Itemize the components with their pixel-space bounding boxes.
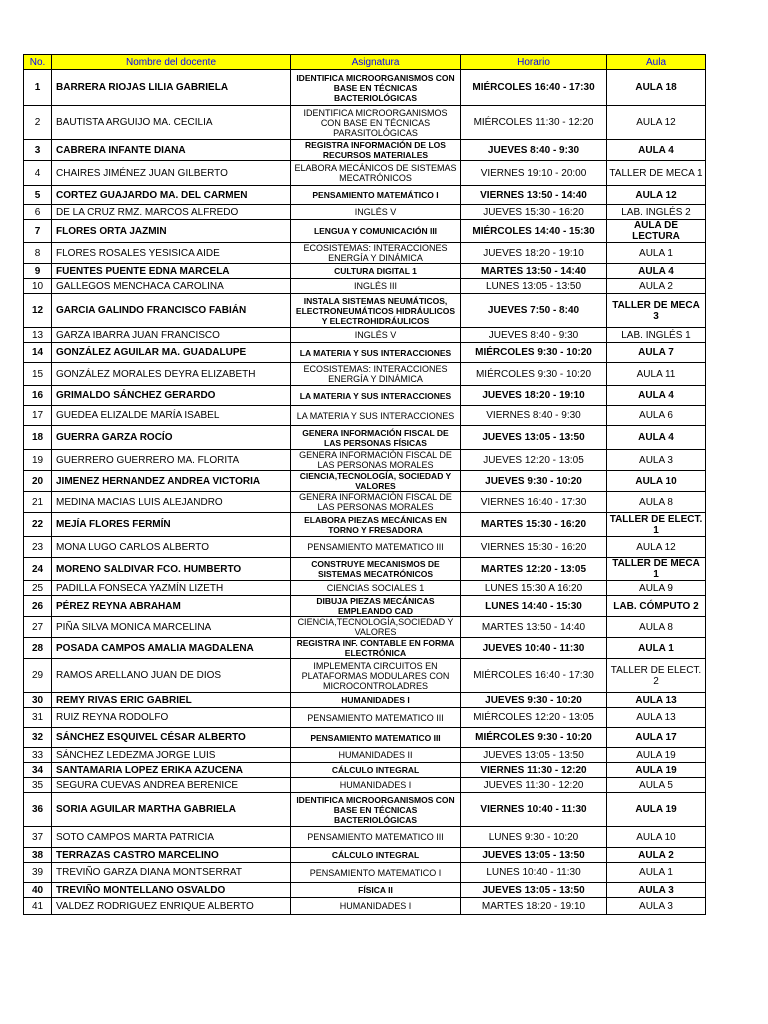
- cell-schedule: MIÉRCOLES 11:30 - 12:20: [461, 106, 607, 140]
- teacher-schedule-table: [23, 54, 706, 915]
- cell-teacher-name: SORIA AGUILAR MARTHA GABRIELA: [52, 793, 291, 827]
- cell-subject: PENSAMIENTO MATEMATICO III: [291, 708, 461, 728]
- cell-room: LAB. INGLÉS 2: [607, 205, 706, 220]
- cell-schedule: MIÉRCOLES 14:40 - 15:30: [461, 220, 607, 243]
- cell-number: 31: [24, 708, 52, 728]
- cell-schedule: MIÉRCOLES 9:30 - 10:20: [461, 728, 607, 748]
- cell-teacher-name: MEJÍA FLORES FERMÍN: [52, 513, 291, 537]
- cell-room: AULA DE LECTURA: [607, 220, 706, 243]
- cell-schedule: JUEVES 8:40 - 9:30: [461, 140, 607, 161]
- cell-teacher-name: GUEDEA ELIZALDE MARÍA ISABEL: [52, 406, 291, 426]
- cell-number: 7: [24, 220, 52, 243]
- table-row: [24, 328, 706, 343]
- cell-room: TALLER DE MECA 1: [607, 161, 706, 186]
- table-body: [24, 70, 706, 915]
- table-row: [24, 617, 706, 638]
- table-row: [24, 883, 706, 898]
- table-row: [24, 186, 706, 205]
- cell-subject: GENERA INFORMACIÓN FISCAL DE LAS PERSONAS MORALES: [291, 450, 461, 471]
- cell-subject: INGLÉS V: [291, 328, 461, 343]
- cell-number: 27: [24, 617, 52, 638]
- cell-room: TALLER DE MECA 3: [607, 294, 706, 328]
- cell-room: AULA 6: [607, 406, 706, 426]
- cell-subject: FÍSICA II: [291, 883, 461, 898]
- cell-room: LAB. CÓMPUTO 2: [607, 596, 706, 617]
- cell-subject: IDENTIFICA MICROORGANISMOS CON BASE EN TÉCNICAS BACTERIOLÓGICAS: [291, 793, 461, 827]
- table-row: [24, 513, 706, 537]
- cell-room: LAB. INGLÉS 1: [607, 328, 706, 343]
- cell-subject: PENSAMIENTO MATEMÁTICO I: [291, 186, 461, 205]
- cell-subject: ELABORA PIEZAS MECÁNICAS EN TORNO Y FRESADORA: [291, 513, 461, 537]
- table-row: [24, 581, 706, 596]
- cell-teacher-name: CABRERA INFANTE DIANA: [52, 140, 291, 161]
- cell-subject: IDENTIFICA MICROORGANISMOS CON BASE EN TÉCNICAS PARASITOLÓGICAS: [291, 106, 461, 140]
- cell-schedule: VIERNES 10:40 - 11:30: [461, 793, 607, 827]
- cell-subject: CIENCIAS SOCIALES 1: [291, 581, 461, 596]
- cell-room: TALLER DE ELECT. 2: [607, 659, 706, 693]
- header-schedule: Horario: [461, 55, 607, 70]
- cell-number: 33: [24, 748, 52, 763]
- cell-number: 20: [24, 471, 52, 492]
- cell-subject: GENERA INFORMACIÓN FISCAL DE LAS PERSONAS FÍSICAS: [291, 426, 461, 450]
- cell-room: AULA 7: [607, 343, 706, 363]
- table-row: [24, 827, 706, 848]
- cell-number: 18: [24, 426, 52, 450]
- cell-schedule: JUEVES 13:05 - 13:50: [461, 748, 607, 763]
- cell-schedule: VIERNES 16:40 - 17:30: [461, 492, 607, 513]
- table-row: [24, 220, 706, 243]
- cell-teacher-name: FLORES ROSALES YESISICA AIDE: [52, 243, 291, 264]
- cell-schedule: JUEVES 8:40 - 9:30: [461, 328, 607, 343]
- cell-subject: PENSAMIENTO MATEMATICO I: [291, 863, 461, 883]
- table-row: [24, 343, 706, 363]
- cell-teacher-name: REMY RIVAS ERIC GABRIEL: [52, 693, 291, 708]
- table-row: [24, 161, 706, 186]
- cell-schedule: VIERNES 13:50 - 14:40: [461, 186, 607, 205]
- table-header-row: [24, 55, 706, 70]
- cell-schedule: JUEVES 9:30 - 10:20: [461, 693, 607, 708]
- cell-subject: LA MATERIA Y SUS INTERACCIONES: [291, 343, 461, 363]
- cell-room: AULA 12: [607, 106, 706, 140]
- cell-number: 6: [24, 205, 52, 220]
- cell-room: AULA 10: [607, 827, 706, 848]
- cell-subject: PENSAMIENTO MATEMATICO III: [291, 728, 461, 748]
- cell-room: AULA 5: [607, 778, 706, 793]
- header-subject: Asignatura: [291, 55, 461, 70]
- cell-room: AULA 8: [607, 617, 706, 638]
- cell-teacher-name: GARCIA GALINDO FRANCISCO FABIÁN: [52, 294, 291, 328]
- cell-schedule: JUEVES 18:20 - 19:10: [461, 243, 607, 264]
- cell-subject: LA MATERIA Y SUS INTERACCIONES: [291, 406, 461, 426]
- cell-schedule: JUEVES 10:40 - 11:30: [461, 638, 607, 659]
- cell-teacher-name: BARRERA RIOJAS LILIA GABRIELA: [52, 70, 291, 106]
- cell-teacher-name: JIMENEZ HERNANDEZ ANDREA VICTORIA: [52, 471, 291, 492]
- cell-schedule: JUEVES 13:05 - 13:50: [461, 426, 607, 450]
- table-row: [24, 264, 706, 279]
- cell-schedule: JUEVES 11:30 - 12:20: [461, 778, 607, 793]
- cell-subject: CÁLCULO INTEGRAL: [291, 763, 461, 778]
- cell-room: AULA 4: [607, 386, 706, 406]
- cell-schedule: MARTES 12:20 - 13:05: [461, 558, 607, 581]
- cell-number: 30: [24, 693, 52, 708]
- cell-room: AULA 18: [607, 70, 706, 106]
- cell-teacher-name: SEGURA CUEVAS ANDREA BERENICE: [52, 778, 291, 793]
- cell-schedule: VIERNES 19:10 - 20:00: [461, 161, 607, 186]
- cell-room: AULA 19: [607, 793, 706, 827]
- cell-subject: CIENCIA,TECNOLOGÍA, SOCIEDAD Y VALORES: [291, 471, 461, 492]
- header-room: Aula: [607, 55, 706, 70]
- cell-subject: CONSTRUYE MECANISMOS DE SISTEMAS MECATRÓNICOS: [291, 558, 461, 581]
- cell-number: 5: [24, 186, 52, 205]
- cell-subject: HUMANIDADES I: [291, 778, 461, 793]
- cell-subject: ECOSISTEMAS: INTERACCIONES ENERGÍA Y DINÁMICA: [291, 243, 461, 264]
- cell-subject: HUMANIDADES II: [291, 748, 461, 763]
- cell-subject: GENERA INFORMACIÓN FISCAL DE LAS PERSONAS MORALES: [291, 492, 461, 513]
- table-row: [24, 406, 706, 426]
- cell-subject: HUMANIDADES I: [291, 693, 461, 708]
- table-row: [24, 863, 706, 883]
- cell-room: AULA 2: [607, 848, 706, 863]
- cell-teacher-name: GARZA IBARRA JUAN FRANCISCO: [52, 328, 291, 343]
- cell-schedule: JUEVES 7:50 - 8:40: [461, 294, 607, 328]
- cell-room: AULA 13: [607, 693, 706, 708]
- cell-teacher-name: SÁNCHEZ ESQUIVEL CÉSAR ALBERTO: [52, 728, 291, 748]
- table-row: [24, 558, 706, 581]
- cell-teacher-name: RAMOS ARELLANO JUAN DE DIOS: [52, 659, 291, 693]
- cell-schedule: LUNES 15:30 A 16:20: [461, 581, 607, 596]
- cell-schedule: MIÉRCOLES 12:20 - 13:05: [461, 708, 607, 728]
- cell-schedule: VIERNES 15:30 - 16:20: [461, 537, 607, 558]
- table-row: [24, 450, 706, 471]
- cell-subject: CULTURA DIGITAL 1: [291, 264, 461, 279]
- cell-subject: DIBUJA PIEZAS MECÁNICAS EMPLEANDO CAD: [291, 596, 461, 617]
- cell-schedule: VIERNES 11:30 - 12:20: [461, 763, 607, 778]
- cell-teacher-name: GUERRERO GUERRERO MA. FLORITA: [52, 450, 291, 471]
- cell-room: AULA 1: [607, 638, 706, 659]
- cell-teacher-name: PADILLA FONSECA YAZMÍN LIZETH: [52, 581, 291, 596]
- cell-room: AULA 3: [607, 450, 706, 471]
- cell-subject: ELABORA MECÁNICOS DE SISTEMAS MECATRÓNICOS: [291, 161, 461, 186]
- table-row: [24, 386, 706, 406]
- cell-number: 25: [24, 581, 52, 596]
- cell-schedule: VIERNES 8:40 - 9:30: [461, 406, 607, 426]
- cell-subject: REGISTRA INF. CONTABLE EN FORMA ELECTRÓNICA: [291, 638, 461, 659]
- cell-room: AULA 4: [607, 264, 706, 279]
- cell-number: 19: [24, 450, 52, 471]
- cell-teacher-name: GONZÁLEZ AGUILAR MA. GUADALUPE: [52, 343, 291, 363]
- cell-subject: PENSAMIENTO MATEMATICO III: [291, 827, 461, 848]
- table-row: [24, 638, 706, 659]
- table-row: [24, 898, 706, 915]
- cell-number: 10: [24, 279, 52, 294]
- cell-teacher-name: FLORES ORTA JAZMIN: [52, 220, 291, 243]
- cell-schedule: MIÉRCOLES 9:30 - 10:20: [461, 363, 607, 386]
- cell-room: AULA 12: [607, 537, 706, 558]
- cell-room: AULA 3: [607, 898, 706, 915]
- table-row: [24, 708, 706, 728]
- cell-subject: IMPLEMENTA CIRCUITOS EN PLATAFORMAS MODULARES CON MICROCONTROLADRES: [291, 659, 461, 693]
- cell-teacher-name: SANTAMARIA LOPEZ ERIKA AZUCENA: [52, 763, 291, 778]
- cell-room: AULA 1: [607, 863, 706, 883]
- header-teacher-name: Nombre del docente: [52, 55, 291, 70]
- cell-number: 16: [24, 386, 52, 406]
- cell-number: 34: [24, 763, 52, 778]
- table-row: [24, 492, 706, 513]
- table-row: [24, 279, 706, 294]
- table-row: [24, 728, 706, 748]
- cell-subject: INGLÉS III: [291, 279, 461, 294]
- cell-teacher-name: BAUTISTA ARGUIJO MA. CECILIA: [52, 106, 291, 140]
- cell-number: 14: [24, 343, 52, 363]
- cell-number: 36: [24, 793, 52, 827]
- table-row: [24, 848, 706, 863]
- cell-teacher-name: PIÑA SILVA MONICA MARCELINA: [52, 617, 291, 638]
- cell-number: 1: [24, 70, 52, 106]
- cell-teacher-name: TERRAZAS CASTRO MARCELINO: [52, 848, 291, 863]
- cell-schedule: LUNES 13:05 - 13:50: [461, 279, 607, 294]
- cell-teacher-name: RUIZ REYNA RODOLFO: [52, 708, 291, 728]
- table-row: [24, 793, 706, 827]
- cell-room: AULA 11: [607, 363, 706, 386]
- cell-schedule: JUEVES 13:05 - 13:50: [461, 848, 607, 863]
- cell-room: AULA 19: [607, 748, 706, 763]
- cell-teacher-name: POSADA CAMPOS AMALIA MAGDALENA: [52, 638, 291, 659]
- cell-teacher-name: GRIMALDO SÁNCHEZ GERARDO: [52, 386, 291, 406]
- table-row: [24, 243, 706, 264]
- cell-schedule: JUEVES 18:20 - 19:10: [461, 386, 607, 406]
- cell-room: AULA 3: [607, 883, 706, 898]
- cell-teacher-name: SOTO CAMPOS MARTA PATRICIA: [52, 827, 291, 848]
- cell-schedule: LUNES 10:40 - 11:30: [461, 863, 607, 883]
- table-row: [24, 106, 706, 140]
- cell-room: AULA 12: [607, 186, 706, 205]
- cell-room: TALLER DE ELECT. 1: [607, 513, 706, 537]
- cell-schedule: JUEVES 9:30 - 10:20: [461, 471, 607, 492]
- cell-number: 9: [24, 264, 52, 279]
- cell-subject: PENSAMIENTO MATEMATICO III: [291, 537, 461, 558]
- cell-room: AULA 4: [607, 426, 706, 450]
- table-row: [24, 537, 706, 558]
- cell-schedule: JUEVES 12:20 - 13:05: [461, 450, 607, 471]
- cell-schedule: MARTES 13:50 - 14:40: [461, 264, 607, 279]
- cell-number: 24: [24, 558, 52, 581]
- cell-teacher-name: FUENTES PUENTE EDNA MARCELA: [52, 264, 291, 279]
- cell-teacher-name: GUERRA GARZA ROCÍO: [52, 426, 291, 450]
- cell-number: 40: [24, 883, 52, 898]
- cell-teacher-name: GALLEGOS MENCHACA CAROLINA: [52, 279, 291, 294]
- cell-teacher-name: TREVIÑO MONTELLANO OSVALDO: [52, 883, 291, 898]
- table-row: [24, 596, 706, 617]
- cell-subject: CIENCIA,TECNOLOGÍA,SOCIEDAD Y VALORES: [291, 617, 461, 638]
- cell-teacher-name: DE LA CRUZ RMZ. MARCOS ALFREDO: [52, 205, 291, 220]
- cell-teacher-name: SÁNCHEZ LEDEZMA JORGE LUIS: [52, 748, 291, 763]
- cell-number: 23: [24, 537, 52, 558]
- cell-schedule: JUEVES 15:30 - 16:20: [461, 205, 607, 220]
- table-row: [24, 294, 706, 328]
- cell-number: 26: [24, 596, 52, 617]
- cell-subject: INSTALA SISTEMAS NEUMÁTICOS, ELECTRONEUMÁTICOS HIDRÁULICOS Y ELECTROHIDRÁULICOS: [291, 294, 461, 328]
- cell-number: 21: [24, 492, 52, 513]
- cell-schedule: MARTES 15:30 - 16:20: [461, 513, 607, 537]
- cell-number: 37: [24, 827, 52, 848]
- cell-schedule: MIÉRCOLES 16:40 - 17:30: [461, 70, 607, 106]
- cell-schedule: JUEVES 13:05 - 13:50: [461, 883, 607, 898]
- cell-subject: CÁLCULO INTEGRAL: [291, 848, 461, 863]
- cell-number: 35: [24, 778, 52, 793]
- table-row: [24, 426, 706, 450]
- cell-room: TALLER DE MECA 1: [607, 558, 706, 581]
- cell-schedule: MARTES 13:50 - 14:40: [461, 617, 607, 638]
- cell-teacher-name: MONA LUGO CARLOS ALBERTO: [52, 537, 291, 558]
- cell-room: AULA 1: [607, 243, 706, 264]
- cell-teacher-name: MEDINA MACIAS LUIS ALEJANDRO: [52, 492, 291, 513]
- table-row: [24, 70, 706, 106]
- cell-subject: HUMANIDADES I: [291, 898, 461, 915]
- cell-number: 13: [24, 328, 52, 343]
- table-row: [24, 748, 706, 763]
- cell-subject: REGISTRA INFORMACIÓN DE LOS RECURSOS MATERIALES: [291, 140, 461, 161]
- cell-number: 39: [24, 863, 52, 883]
- cell-number: 32: [24, 728, 52, 748]
- table-row: [24, 363, 706, 386]
- cell-schedule: LUNES 14:40 - 15:30: [461, 596, 607, 617]
- cell-schedule: LUNES 9:30 - 10:20: [461, 827, 607, 848]
- table-row: [24, 205, 706, 220]
- header-no: No.: [24, 55, 52, 70]
- cell-number: 22: [24, 513, 52, 537]
- cell-room: AULA 19: [607, 763, 706, 778]
- cell-teacher-name: CHAIRES JIMÉNEZ JUAN GILBERTO: [52, 161, 291, 186]
- cell-number: 17: [24, 406, 52, 426]
- cell-number: 38: [24, 848, 52, 863]
- cell-number: 2: [24, 106, 52, 140]
- cell-room: AULA 13: [607, 708, 706, 728]
- cell-number: 41: [24, 898, 52, 915]
- cell-schedule: MIÉRCOLES 9:30 - 10:20: [461, 343, 607, 363]
- cell-subject: LA MATERIA Y SUS INTERACCIONES: [291, 386, 461, 406]
- cell-teacher-name: GONZÁLEZ MORALES DEYRA ELIZABETH: [52, 363, 291, 386]
- cell-schedule: MARTES 18:20 - 19:10: [461, 898, 607, 915]
- cell-teacher-name: CORTEZ GUAJARDO MA. DEL CARMEN: [52, 186, 291, 205]
- table-row: [24, 471, 706, 492]
- table-row: [24, 659, 706, 693]
- cell-teacher-name: TREVIÑO GARZA DIANA MONTSERRAT: [52, 863, 291, 883]
- cell-teacher-name: PÉREZ REYNA ABRAHAM: [52, 596, 291, 617]
- cell-subject: INGLÉS V: [291, 205, 461, 220]
- cell-teacher-name: VALDEZ RODRIGUEZ ENRIQUE ALBERTO: [52, 898, 291, 915]
- table-row: [24, 778, 706, 793]
- cell-room: AULA 4: [607, 140, 706, 161]
- cell-number: 29: [24, 659, 52, 693]
- cell-subject: IDENTIFICA MICROORGANISMOS CON BASE EN TÉCNICAS BACTERIOLÓGICAS: [291, 70, 461, 106]
- cell-room: AULA 9: [607, 581, 706, 596]
- cell-room: AULA 2: [607, 279, 706, 294]
- table-row: [24, 140, 706, 161]
- cell-number: 4: [24, 161, 52, 186]
- cell-teacher-name: MORENO SALDIVAR FCO. HUMBERTO: [52, 558, 291, 581]
- cell-number: 15: [24, 363, 52, 386]
- cell-number: 12: [24, 294, 52, 328]
- cell-number: 8: [24, 243, 52, 264]
- cell-subject: ECOSISTEMAS: INTERACCIONES ENERGÍA Y DINÁMICA: [291, 363, 461, 386]
- cell-schedule: MIÉRCOLES 16:40 - 17:30: [461, 659, 607, 693]
- cell-number: 3: [24, 140, 52, 161]
- cell-number: 28: [24, 638, 52, 659]
- cell-room: AULA 17: [607, 728, 706, 748]
- cell-room: AULA 8: [607, 492, 706, 513]
- table-row: [24, 763, 706, 778]
- cell-subject: LENGUA Y COMUNICACIÓN III: [291, 220, 461, 243]
- cell-room: AULA 10: [607, 471, 706, 492]
- table-row: [24, 693, 706, 708]
